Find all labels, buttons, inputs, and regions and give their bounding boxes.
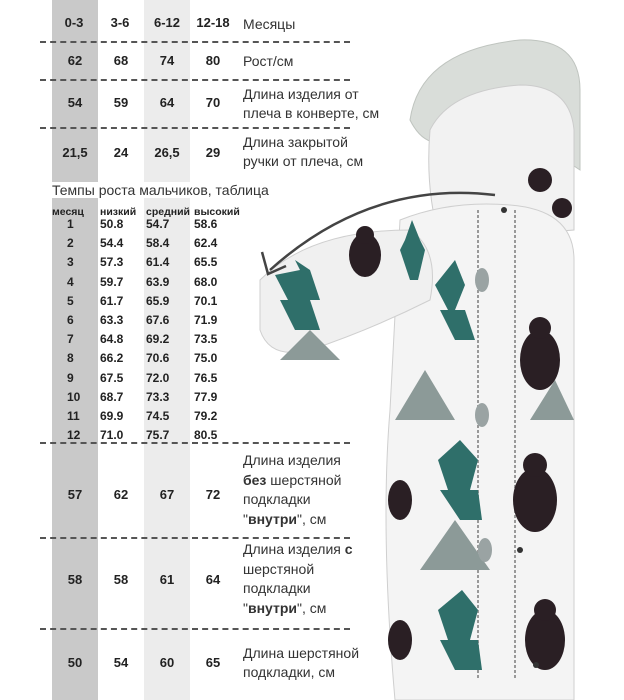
growth-column-header: низкий — [100, 206, 137, 218]
growth-cell: 74.5 — [146, 409, 170, 423]
header-3-6: 3-6 — [110, 15, 130, 30]
growth-cell: 50.8 — [100, 217, 124, 231]
growth-cell: 71.0 — [100, 428, 124, 443]
growth-cell: 6 — [67, 313, 74, 327]
growth-cell: 54.7 — [146, 217, 170, 231]
sleeve-length-3-6: 24 — [113, 145, 129, 160]
growth-cell: 76.5 — [194, 370, 218, 385]
height-12-18: 80 — [205, 53, 221, 68]
length-no-lining-12-18: 72 — [205, 487, 221, 502]
header-6-12: 6-12 — [153, 15, 181, 30]
length-with-lining-12-18: 64 — [205, 572, 221, 587]
growth-cell: 71.9 — [194, 313, 218, 327]
growth-cell: 75.0 — [194, 351, 218, 366]
length-envelope-0-3: 54 — [67, 95, 83, 110]
length-envelope-12-18: 70 — [205, 95, 221, 110]
length-envelope-3-6: 59 — [113, 95, 129, 110]
length-no-lining-0-3: 57 — [67, 487, 83, 502]
growth-table-row — [52, 428, 242, 447]
growth-cell: 2 — [67, 236, 74, 251]
growth-cell: 61.7 — [100, 293, 124, 308]
growth-cell: 3 — [67, 255, 74, 270]
growth-cell: 65.5 — [194, 255, 218, 270]
growth-cell: 63.9 — [146, 274, 170, 289]
length-no-lining-label: Длина изделия без шерстяной подкладки "внутри", см — [243, 452, 342, 527]
growth-table-row — [52, 236, 242, 255]
growth-cell: 59.7 — [100, 274, 124, 289]
growth-table-row — [52, 294, 242, 313]
growth-cell: 73.3 — [146, 389, 170, 404]
growth-table-row — [52, 371, 242, 390]
growth-cell: 58.6 — [194, 217, 218, 231]
lining-length-0-3: 50 — [67, 655, 83, 670]
divider — [40, 79, 350, 81]
growth-cell: 57.3 — [100, 255, 124, 270]
height-3-6: 68 — [113, 53, 129, 68]
length-no-lining-3-6: 62 — [113, 487, 129, 502]
divider — [40, 537, 350, 539]
growth-cell: 69.9 — [100, 409, 124, 423]
sleeve-length-6-12: 26,5 — [154, 145, 180, 160]
divider — [40, 628, 350, 630]
growth-cell: 63.3 — [100, 313, 124, 327]
growth-cell: 69.2 — [146, 332, 170, 347]
length-envelope-6-12: 64 — [159, 95, 175, 110]
growth-cell: 1 — [67, 217, 74, 231]
growth-cell: 12 — [67, 428, 81, 443]
growth-table-row — [52, 409, 242, 428]
sleeve-length-12-18: 29 — [205, 145, 221, 160]
sleeve-length-label: Длина закрытой ручки от плеча, см — [243, 134, 364, 169]
growth-cell: 10 — [67, 389, 81, 404]
growth-cell: 79.2 — [194, 409, 218, 423]
height-label: Рост/см — [243, 53, 294, 69]
growth-cell: 67.5 — [100, 370, 124, 385]
growth-cell: 65.9 — [146, 293, 170, 308]
growth-column-header: месяц — [52, 206, 84, 218]
growth-cell: 9 — [67, 370, 74, 385]
growth-cell: 75.7 — [146, 428, 170, 443]
growth-cell: 4 — [67, 274, 74, 289]
growth-cell: 77.9 — [194, 389, 218, 404]
growth-table-row — [52, 275, 242, 294]
growth-table-title: Темпы роста мальчиков, таблица — [52, 182, 273, 198]
growth-cell: 62.4 — [194, 236, 218, 251]
header-months-label: Месяцы — [243, 16, 296, 32]
growth-cell: 66.2 — [100, 351, 124, 366]
lining-length-3-6: 54 — [113, 655, 129, 670]
lining-length-12-18: 65 — [205, 655, 221, 670]
growth-cell: 8 — [67, 351, 74, 366]
growth-cell: 70.1 — [194, 293, 218, 308]
lining-length-label: Длина шерстяной подкладки, см — [243, 645, 360, 680]
growth-table-row — [52, 351, 242, 370]
growth-cell: 73.5 — [194, 332, 218, 347]
length-no-lining-6-12: 67 — [159, 487, 175, 502]
lining-length-6-12: 60 — [159, 655, 175, 670]
height-6-12: 74 — [159, 53, 175, 68]
growth-table-row — [52, 390, 242, 409]
growth-column-header: высокий — [194, 206, 240, 218]
growth-cell: 70.6 — [146, 351, 170, 366]
divider — [40, 41, 350, 43]
growth-table-row — [52, 313, 242, 332]
growth-cell: 68.0 — [194, 274, 218, 289]
growth-table-row — [52, 217, 242, 236]
growth-cell: 68.7 — [100, 389, 124, 404]
sleeve-length-0-3: 21,5 — [62, 145, 88, 160]
height-0-3: 62 — [67, 53, 83, 68]
growth-cell: 67.6 — [146, 313, 170, 327]
header-12-18: 12-18 — [196, 15, 230, 30]
growth-cell: 11 — [67, 409, 80, 423]
header-0-3: 0-3 — [64, 15, 84, 30]
growth-cell: 72.0 — [146, 370, 170, 385]
growth-cell: 64.8 — [100, 332, 124, 347]
growth-cell: 54.4 — [100, 236, 124, 251]
growth-column-header: средний — [146, 206, 191, 218]
growth-table-row — [52, 255, 242, 274]
length-with-lining-3-6: 58 — [113, 572, 129, 587]
growth-table-row — [52, 332, 242, 351]
growth-cell: 5 — [67, 293, 74, 308]
growth-cell: 58.4 — [146, 236, 170, 251]
divider — [40, 127, 350, 129]
divider — [40, 442, 350, 444]
length-with-lining-6-12: 61 — [159, 572, 175, 587]
growth-cell: 80.5 — [194, 428, 218, 443]
length-envelope-label: Длина изделия от плеча в конверте, см — [243, 86, 380, 121]
growth-cell: 7 — [67, 332, 74, 347]
length-with-lining-label: Длина изделия с шерстяной подкладки "внутри", см — [243, 541, 353, 616]
left-margin — [0, 0, 52, 700]
length-with-lining-0-3: 58 — [67, 572, 83, 587]
growth-cell: 61.4 — [146, 255, 170, 270]
